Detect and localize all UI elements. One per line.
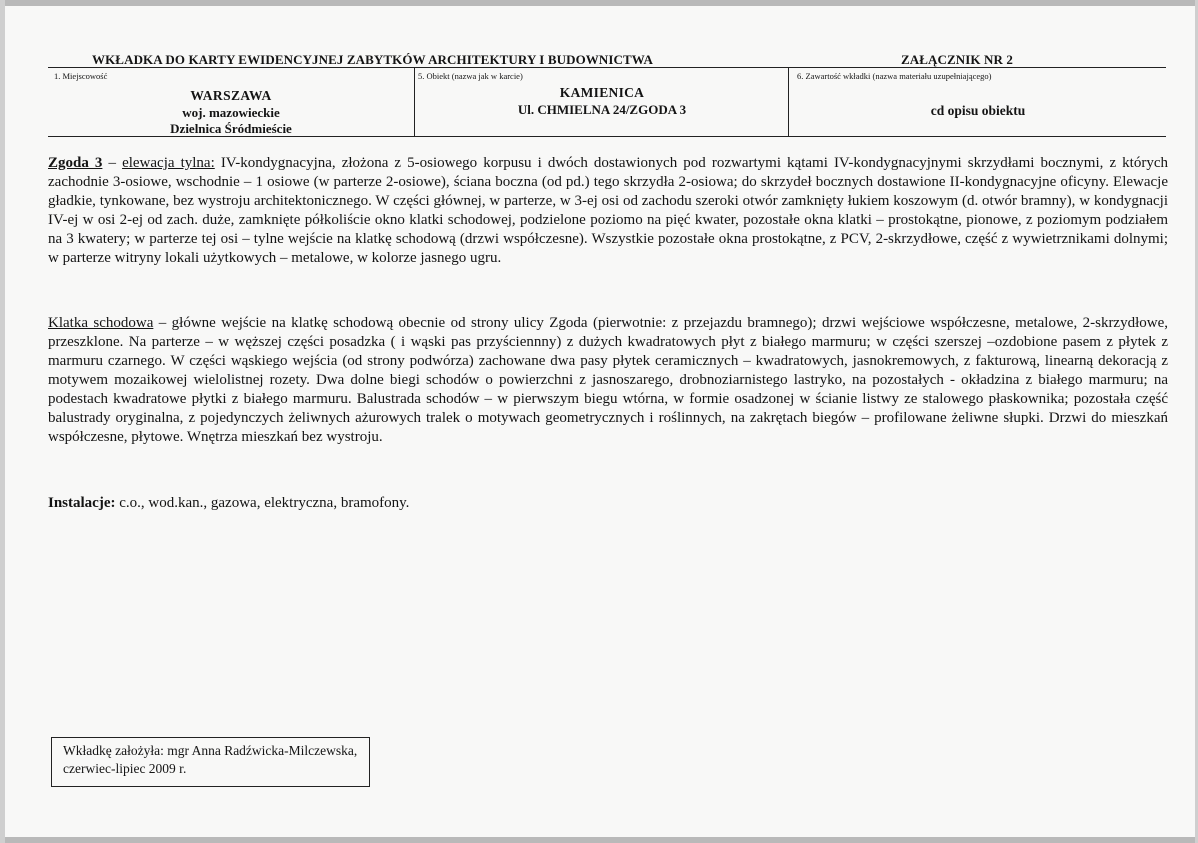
author-date: czerwiec-lipiec 2009 r. bbox=[63, 761, 187, 776]
facade-paragraph bbox=[48, 154, 1168, 268]
object-cell bbox=[414, 68, 789, 136]
attachment-label: ZAŁĄCZNIK NR 2 bbox=[901, 52, 1013, 67]
location-cell bbox=[48, 68, 414, 136]
contents-value: cd opisu obiektu bbox=[930, 103, 1026, 118]
scan-edge-left bbox=[0, 0, 5, 843]
city-name: WARSZAWA bbox=[190, 88, 272, 103]
contents-cell bbox=[788, 68, 1167, 136]
installations-text: c.o., wod.kan., gazowa, elektryczna, bramofony. bbox=[115, 495, 410, 511]
scan-edge-top bbox=[0, 0, 1198, 6]
object-address: Ul. CHMIELNA 24/ZGODA 3 bbox=[517, 102, 687, 117]
location-label: 1. Miejscowość bbox=[54, 71, 108, 81]
installations-paragraph bbox=[48, 494, 1168, 513]
installations-heading: Instalacje: bbox=[48, 495, 116, 511]
author-line: Wkładkę założyła: mgr Anna Radźwicka-Milczewska, bbox=[63, 743, 358, 758]
object-name: KAMIENICA bbox=[559, 85, 645, 100]
stairs-heading: Klatka schodowa bbox=[48, 315, 154, 331]
facade-separator: – bbox=[102, 155, 123, 171]
object-label: 5. Obiekt (nazwa jak w karcie) bbox=[418, 71, 523, 81]
scan-edge-bottom bbox=[0, 837, 1198, 843]
facade-text: IV-kondygnacyjna, złożona z 5-osiowego korpusu i dwóch dostawionych pod rozwartymi kątami IV-kondygnacyjnymi skrzydłami bocznymi, z których zachodnie 3-osiowe, wschodnie – 1 osiowe (w parterze 2-osiowe), ściana boczna (od pd.) tego skrzydła 2-osiowa; do skrzydeł bocznych dostawione II-kondygnacyjne oficyny. Elewacje gładkie, tynkowane, bez wystroju architektonicznego. W części głównej, w parterze, w 3-ej osi od zachodu szeroki otwór zamknięty łukiem koszowym (d. otwór bramny), w kondygnacji IV-ej w osi 2-ej od zach. duże, zamknięte półkoliście okno klatki schodowej, podzielone poziomo na pięć kwater, pozostałe okna klatki – prostokątne, pionowe, z poziomym podziałem na 3 kwatery; w parterze tej osi – tylne wejście na klatkę schodową (drzwi współczesne). Wszystkie pozostałe okna prostokątne, z PCV, 2-skrzydłowe, część z wywietrznikami dolnymi; w parterze witryny lokali użytkowych – metalowe, w kolorze jasnego ugru. bbox=[48, 155, 1168, 266]
form-title: WKŁADKA DO KARTY EWIDENCYJNEJ ZABYTKÓW ARCHITEKTURY I BUDOWNICTWA bbox=[92, 52, 653, 67]
facade-heading: Zgoda 3 bbox=[48, 155, 103, 171]
header-table bbox=[48, 67, 1166, 137]
contents-label: 6. Zawartość wkładki (nazwa materiału uzupełniającego) bbox=[797, 71, 992, 81]
voivodeship-name: woj. mazowieckie bbox=[182, 105, 280, 120]
district-name: Dzielnica Śródmieście bbox=[170, 121, 292, 136]
author-box bbox=[51, 737, 370, 787]
stairs-text: – główne wejście na klatkę schodową obecnie od strony ulicy Zgoda (pierwotnie: z przejazdu bramnego); drzwi wejściowe współczesne, metalowe, 2-skrzydłowe, przeszklone. Na parterze – w węższej części posadzka ( i wąski pas przyściennny) z dużych kwadratowych płyt z białego marmuru; w części szerszej –ozdobione pasem z płytek z marmuru czarnego. W części wąskiego wejścia (od strony podwórza) zachowane dwa pasy płytek ceramicznych – kwadratowych, jasnokremowych, z fakturową, linearną dekoracją z motywem mozaikowej wielolistnej rozety. Dwa dolne biegi schodów o powierzchni z jasnoszarego, drobnoziarnistego lastryko, na pozostałych - okładzina z białego marmuru; na podestach kwadratowe płytki z białego marmuru. Balustrada schodów – w pierwszym biegu wtórna, w formie osadzonej w ścianie listwy ze stalowego płaskownika; pozostała część balustrady oryginalna, z pojedynczych żeliwnych ażurowych tralek o motywach geometrycznych i roślinnych, na zakrętach biegów – profilowane żeliwne słupki. Drzwi do mieszkań współczesne, płytowe. Wnętrza mieszkań bez wystroju. bbox=[48, 315, 1168, 445]
facade-subheading: elewacja tylna: bbox=[122, 155, 215, 171]
stairs-paragraph bbox=[48, 314, 1168, 447]
